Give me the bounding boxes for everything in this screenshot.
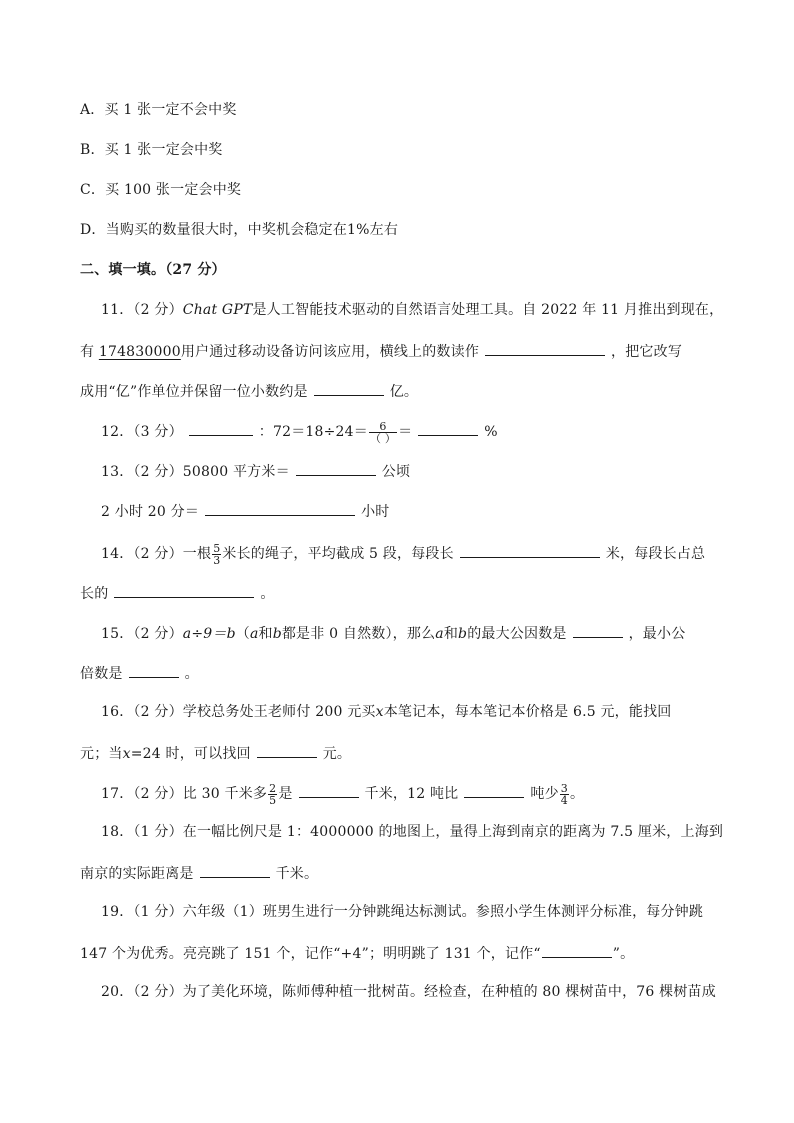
q16-blank[interactable] [257, 742, 317, 758]
q11-text1: 是人工智能技术驱动的自然语言处理工具。自 2022 年 11 月推出到现在， [252, 302, 724, 318]
q14-text2b: 。 [260, 586, 275, 602]
q15-blank-gcd[interactable] [573, 622, 623, 638]
q12-frac-num: 6 [379, 419, 387, 433]
q18-line1 [101, 822, 723, 842]
q15-var-a: a [249, 626, 259, 642]
q19-blank[interactable] [542, 942, 612, 958]
q17-text1d: 吨少 [530, 786, 559, 802]
q14-frac-den: 3 [213, 553, 221, 567]
q17-fraction-1 [268, 783, 277, 806]
q17-line [101, 782, 584, 806]
q13-prefix: 13．（2 分） [101, 464, 183, 480]
q12-frac-den: （ ） [369, 431, 397, 445]
q13-blank-1[interactable] [296, 460, 376, 476]
q16-line2 [80, 742, 351, 764]
q11-line2 [80, 340, 682, 362]
q15-blank-lcm[interactable] [129, 662, 179, 678]
q17-f2-den: 4 [560, 793, 568, 807]
q12-line [101, 420, 498, 444]
q11-text3a: 成用“亿”作单位并保留一位小数约是 [80, 384, 308, 400]
q13-text2b: 小时 [361, 504, 390, 520]
q15-text1c: 都是非 0 自然数），那么 [281, 626, 436, 642]
section-title: 二、填一填。（27 分） [80, 262, 226, 278]
q15-expr: a÷9＝b [182, 626, 236, 642]
q16-text1a: 学校总务处王老师付 200 元买 [182, 704, 376, 720]
q17-text1a: 比 30 千米多 [182, 786, 268, 802]
q18-text2a: 南京的实际距离是 [80, 866, 194, 882]
q15-text1a: （ [235, 626, 250, 642]
q19-line2 [80, 942, 634, 964]
q17-text1c: 千米，12 吨比 [364, 786, 459, 802]
q17-f1-den: 5 [269, 793, 277, 807]
q14-frac-num: 5 [213, 541, 221, 555]
q13-text2a: 2 小时 20 分＝ [101, 504, 200, 520]
q14-text1a: 一根 [182, 546, 212, 562]
q14-blank-1[interactable] [460, 542, 600, 558]
q15-var-a2: a [435, 626, 444, 642]
q17-blank-1[interactable] [299, 782, 359, 798]
q18-prefix: 18．（1 分） [101, 824, 183, 840]
q11-number: 174830000 [98, 344, 181, 360]
q14-fraction [212, 543, 221, 566]
q11-blank-reading[interactable] [485, 340, 605, 356]
q17-fraction-2 [560, 783, 569, 806]
q14-text2a: 长的 [80, 586, 109, 602]
q15-text1e: 的最大公因数是 [467, 626, 567, 642]
q11-line1 [101, 300, 723, 320]
q12-eq: ＝ [398, 424, 413, 440]
q14-prefix: 14．（2 分） [101, 546, 183, 562]
q15-text1d: 和 [443, 626, 459, 642]
q16-text2a: 元；当 [80, 746, 123, 762]
q12-blank-2[interactable] [418, 420, 478, 436]
q14-text1c: 米，每段长占总 [605, 546, 706, 562]
q16-var-x: x [375, 704, 384, 720]
q12-mid: ：72＝18÷24＝ [258, 424, 368, 440]
q13-line1 [101, 460, 410, 482]
q11-chatgpt: Chat GPT [182, 302, 253, 318]
q13-blank-2[interactable] [205, 500, 355, 516]
q11-text3b: 亿。 [389, 384, 419, 400]
q15-text2a: 倍数是 [80, 666, 123, 682]
q14-text1b: 米长的绳子，平均截成 5 段，每段长 [222, 546, 454, 562]
q18-blank[interactable] [200, 862, 270, 878]
q14-line1 [101, 542, 705, 566]
q11-line3 [80, 380, 418, 402]
q20-text1: 为了美化环境，陈师傅种植一批树苗。经检查，在种植的 80 棵树苗中，76 棵树苗成 [182, 984, 716, 1000]
q17-text1e: 。 [570, 786, 585, 802]
q16-text1b: 本笔记本，每本笔记本价格是 6.5 元，能找回 [383, 704, 672, 720]
q15-var-b2: b [458, 626, 468, 642]
q16-prefix: 16．（2 分） [101, 704, 183, 720]
q13-text1b: 公顷 [381, 464, 411, 480]
q12-prefix: 12．（3 分） [101, 424, 183, 440]
q19-text2a: 147 个为优秀。亮亮跳了 151 个，记作“+4”；明明跳了 131 个，记作“ [80, 946, 541, 962]
q15-text1f: ，最小公 [628, 626, 686, 642]
q12-blank-1[interactable] [189, 420, 253, 436]
q13-line2 [101, 500, 389, 522]
q15-text1b: 和 [258, 626, 273, 642]
option-b: B．买 1 张一定会中奖 [80, 142, 223, 158]
q11-prefix: 11．（2 分） [101, 302, 183, 318]
q11-text2b: 用户通过移动设备访问该应用，横线上的数读作 [180, 344, 480, 360]
q15-var-b: b [272, 626, 282, 642]
q11-text2a: 有 [80, 344, 99, 360]
q14-blank-2[interactable] [114, 582, 254, 598]
q16-line1 [101, 702, 671, 722]
q19-text1: 六年级（1）班男生进行一分钟跳绳达标测试。参照小学生体测评分标准，每分钟跳 [182, 904, 704, 920]
q17-text1b: 是 [278, 786, 293, 802]
q18-text1: 在一幅比例尺是 1：4000000 的地图上，量得上海到南京的距离为 7.5 厘米，上海到 [182, 824, 724, 840]
q17-prefix: 17．（2 分） [101, 786, 183, 802]
q14-line2 [80, 582, 275, 604]
q15-line2 [80, 662, 199, 684]
q19-text2b: ”。 [612, 946, 635, 962]
q16-text2b: =24 时，可以找回 [130, 746, 251, 762]
q13-text1a: 50800 平方米＝ [182, 464, 290, 480]
option-c: C．买 100 张一定会中奖 [80, 182, 242, 198]
q16-var-x2: x [122, 746, 131, 762]
q12-pct: % [484, 424, 498, 440]
q18-text2b: 千米。 [275, 866, 319, 882]
q18-line2 [80, 862, 318, 884]
q12-fraction [369, 421, 397, 444]
q11-blank-yi[interactable] [314, 380, 384, 396]
q15-line1 [101, 622, 685, 644]
q15-text2b: 。 [184, 666, 199, 682]
q17-blank-2[interactable] [464, 782, 524, 798]
q15-prefix: 15．（2 分） [101, 626, 183, 642]
q19-line1 [101, 902, 703, 922]
option-a: A．买 1 张一定不会中奖 [80, 102, 237, 118]
q17-f2-num: 3 [560, 781, 568, 795]
q19-prefix: 19．（1 分） [101, 904, 183, 920]
q16-text2c: 元。 [322, 746, 352, 762]
q20-prefix: 20．（2 分） [101, 984, 183, 1000]
option-d: D．当购买的数量很大时，中奖机会稳定在1%左右 [80, 222, 399, 238]
q20-line1 [101, 982, 716, 1002]
q11-text2c: ，把它改写 [611, 344, 683, 360]
q17-f1-num: 2 [269, 781, 277, 795]
